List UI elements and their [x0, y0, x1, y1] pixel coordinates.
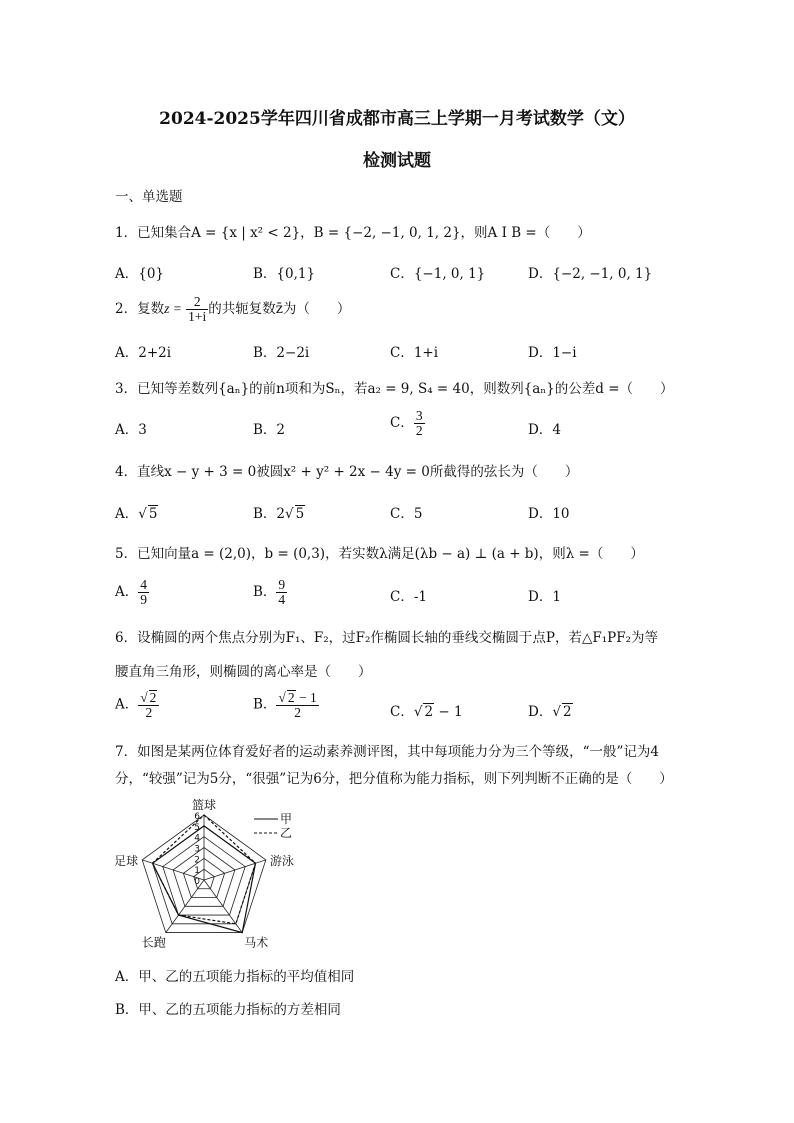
q4-option-c: C．5 — [390, 506, 423, 522]
tick-label-0: 0 — [194, 877, 200, 887]
q6-option-c: C．√ 2 − 1 — [390, 704, 463, 720]
q3-option-c: C． $\frac{3}{2}$ — [390, 408, 423, 439]
tick-label-4: 4 — [194, 833, 200, 844]
q2-option-d: D．1−i — [528, 345, 577, 361]
q5-stem: 5．已知向量a = (2,0)，b = (0,3)，若实数λ满足(λb − a) ⊥ (a + b)，则λ =（ ） — [115, 546, 644, 562]
q2-option-a: A．2+2i — [115, 345, 172, 361]
q6-stem-line-1: 6．设椭圆的两个焦点分别为F₁、F₂，过F₂作椭圆长轴的垂线交椭圆于点P，若△F₁PF₂为等 — [115, 630, 659, 646]
legend-label-甲: 甲 — [280, 812, 293, 826]
q6-option-b: B． $\frac{√ 2 - 1}{2}$ — [253, 690, 317, 721]
tick-label-6: 6 — [194, 812, 200, 822]
q3-option-a: A．3 — [115, 422, 147, 438]
q1-stem: 1．已知集合A = {x | x² < 2}，B = {−2, −1, 0, 1, 2}，则A I B =（ ） — [115, 225, 591, 241]
tick-label-5: 5 — [194, 822, 200, 833]
q2-stem-pre: 2．复数 — [115, 301, 165, 318]
category-label-游泳: 游泳 — [269, 853, 294, 868]
tick-label-1: 1 — [194, 866, 200, 877]
radar-legend — [254, 812, 292, 840]
q3-option-d: D．4 — [528, 422, 561, 438]
q5-option-b: B． $\frac{9}{4}$ — [253, 577, 286, 608]
q3-option-c-fraction: $\frac{3}{2}$ — [415, 408, 423, 439]
q7-option-a: A．甲、乙的五项能力指标的平均值相同 — [115, 969, 355, 985]
q5-option-c: C．-1 — [390, 589, 427, 605]
q2-variable: z = — [164, 301, 182, 317]
tick-label-2: 2 — [194, 855, 200, 866]
q6-option-b-fraction: $\frac{√ 2 - 1}{2}$ — [278, 690, 317, 721]
q2-stem — [115, 295, 350, 324]
tick-label-3: 3 — [194, 844, 200, 855]
q3-stem: 3．已知等差数列{aₙ}的前n项和为Sₙ，若a₂ = 9, S₄ = 40，则数列{aₙ}的公差d =（ ） — [115, 381, 674, 397]
axis-spoke-1 — [204, 860, 266, 880]
q1-option-d: D．{−2, −1, 0, 1} — [528, 266, 653, 282]
q7-stem-line-1: 7．如图是某两位体育爱好者的运动素养测评图，其中每项能力分为三个等级，“一般”记为4 — [115, 744, 659, 760]
category-label-篮球: 篮球 — [191, 798, 217, 812]
q6-option-a-fraction: $\frac{√ 2}{2}$ — [138, 690, 159, 720]
q4-option-b: B．2√ 5 — [253, 506, 305, 522]
q2-option-c: C．1+i — [390, 345, 439, 361]
q2-fraction — [186, 295, 208, 324]
q2-stem-post: 的共轭复数z̄为（ ） — [208, 301, 351, 318]
q6-option-d: D．√ 2 — [528, 704, 572, 720]
q1-option-c: C．{−1, 0, 1} — [390, 266, 486, 282]
section-heading: 一、单选题 — [115, 189, 183, 205]
q5-option-a: A． $\frac{4}{9}$ — [115, 577, 147, 608]
q2-frac-num: 2 — [186, 295, 208, 310]
q4-stem: 4．直线x − y + 3 = 0被圆x² + y² + 2x − 4y = 0所截得的弦长为（ ） — [115, 464, 579, 480]
radar-chart — [112, 795, 312, 955]
legend-label-乙: 乙 — [280, 826, 293, 840]
q6-option-a: A． $\frac{√ 2}{2}$ — [115, 690, 159, 720]
q3-option-b: B．2 — [253, 422, 286, 438]
title-line-1: 2024-2025学年四川省成都市高三上学期一月考试数学（文） — [159, 109, 635, 129]
q1-option-a: A．{0} — [115, 266, 165, 282]
q4-option-d: D．10 — [528, 506, 570, 522]
radar-grid — [142, 812, 266, 933]
q7-option-b: B．甲、乙的五项能力指标的方差相同 — [115, 1002, 341, 1018]
q2-option-b: B．2−2i — [253, 345, 310, 361]
q5-option-d: D．1 — [528, 589, 561, 605]
q7-stem-line-2: 分，“较强”记为5分，“很强”记为6分，把分值称为能力指标，则下列判断不正确的是（ ） — [115, 771, 673, 787]
q1-option-b: B．{0,1} — [253, 266, 316, 282]
q6-stem-line-2: 腰直角三角形，则椭圆的离心率是（ ） — [115, 664, 372, 680]
q5-option-a-fraction: $\frac{4}{9}$ — [140, 577, 147, 608]
title-line-2: 检测试题 — [363, 151, 431, 171]
category-label-长跑: 长跑 — [141, 935, 166, 950]
category-label-足球: 足球 — [114, 853, 139, 868]
q5-option-b-fraction: $\frac{9}{4}$ — [278, 577, 286, 608]
q4-option-a: A．√ 5 — [115, 506, 158, 522]
category-label-马术: 马术 — [244, 935, 269, 950]
q2-frac-den: 1+i — [188, 309, 207, 325]
